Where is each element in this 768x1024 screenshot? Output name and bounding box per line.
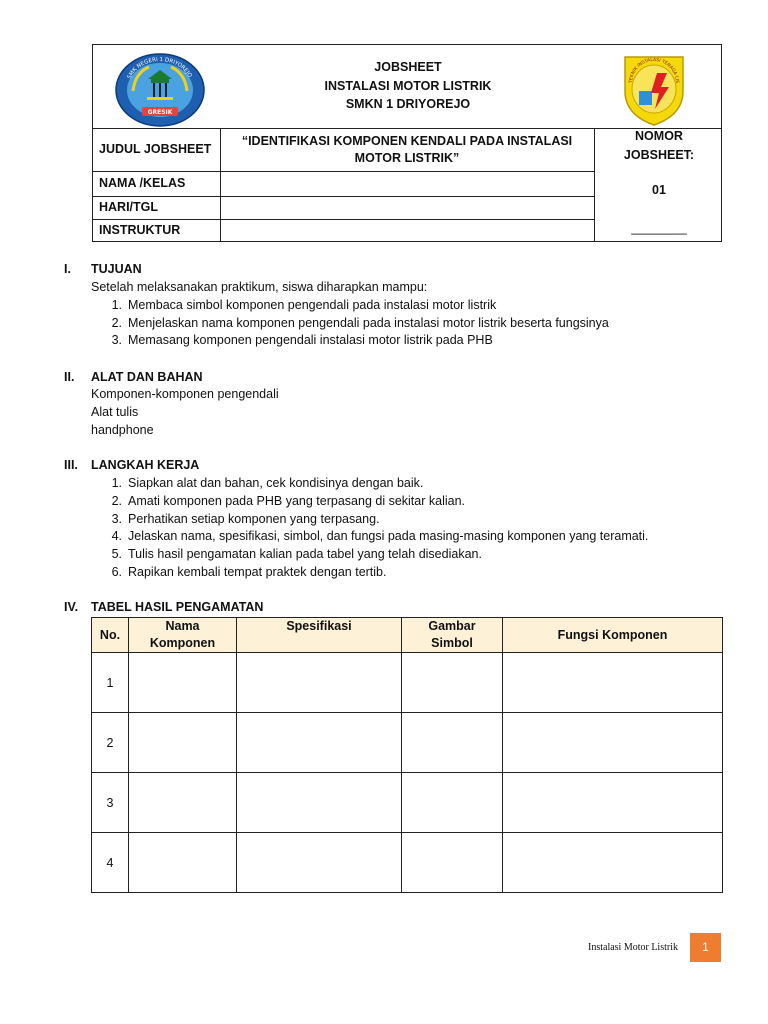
cell-fungsi[interactable] [503,833,723,893]
header-spesifikasi: Spesifikasi [237,618,402,653]
header-gambar-simbol [402,618,503,653]
nama-kelas-label: NAMA /KELAS [99,176,186,190]
list-number: 2. [111,494,122,508]
judul-label: JUDUL JOBSHEET [99,142,212,156]
cell-spesifikasi[interactable] [237,713,402,773]
instruktur-label: INSTRUKTUR [99,223,181,237]
list-number: 5. [111,547,122,561]
cell-fungsi[interactable] [503,653,723,713]
svg-text:GRESIK: GRESIK [147,109,173,116]
title-jobsheet: JOBSHEET [374,60,442,74]
table-header-row [92,618,723,653]
cell-nama[interactable] [129,653,237,713]
cell-spesifikasi[interactable] [237,833,402,893]
list-item: Komponen-komponen pengendali [91,387,279,401]
nomor-blank: ________ [631,221,687,235]
section-heading-langkah: LANGKAH KERJA [91,458,200,472]
title-school: SMKN 1 DRIYOREJO [345,97,471,111]
hari-tgl-label: HARI/TGL [99,200,159,214]
section-number: III. [64,458,78,472]
list-number: 6. [111,565,122,579]
cell-nama[interactable] [129,713,237,773]
cell-fungsi[interactable] [503,773,723,833]
nomor-label: NOMOR [635,129,683,143]
header-fungsi: Fungsi Komponen [503,618,723,653]
table-row [92,833,723,893]
list-item: Tulis hasil pengamatan kalian pada tabel yang telah disediakan. [128,547,482,561]
instruktur-field[interactable] [221,220,594,241]
header-gambar-line2: Simbol [431,636,473,650]
section-heading-tujuan: TUJUAN [91,262,142,276]
cell-nama[interactable] [129,773,237,833]
cell-gambar[interactable] [402,833,503,893]
tujuan-intro: Setelah melaksanakan praktikum, siswa diharapkan mampu: [91,280,428,294]
list-number: 3. [111,333,122,347]
list-number: 2. [111,316,122,330]
cell-spesifikasi[interactable] [237,773,402,833]
school-logo [115,53,205,127]
list-item: Siapkan alat dan bahan, cek kondisinya dengan baik. [128,476,424,490]
header-nama-line1: Nama [165,619,200,633]
cell-spesifikasi[interactable] [237,653,402,713]
section-heading-alat: ALAT DAN BAHAN [91,370,203,384]
nomor-value: 01 [652,183,666,197]
list-item: Membaca simbol komponen pengendali pada instalasi motor listrik [128,298,497,312]
table-row [92,653,723,713]
footer-title: Instalasi Motor Listrik [588,942,678,953]
section-number: II. [64,370,75,384]
row-number: 4 [92,833,129,893]
header-nama-line2: Komponen [149,636,216,650]
cell-nama[interactable] [129,833,237,893]
row-number: 1 [92,653,129,713]
observation-table [91,617,723,893]
list-item: Rapikan kembali tempat praktek dengan tertib. [128,565,387,579]
svg-text:TEKNIK INSTALASI TENAGA LISTRI: TEKNIK INSTALASI TENAGA LIS [628,57,680,84]
section-heading-tabel: TABEL HASIL PENGAMATAN [91,600,264,614]
department-logo [621,51,687,127]
list-item: Alat tulis [91,405,139,419]
list-item: Jelaskan nama, spesifikasi, simbol, dan fungsi pada masing-masing komponen yang teramati. [128,529,649,543]
table-row [92,713,723,773]
cell-gambar[interactable] [402,653,503,713]
list-item: Memasang komponen pengendali instalasi motor listrik pada PHB [128,333,493,347]
cell-fungsi[interactable] [503,713,723,773]
jobsheet-header-box [92,44,722,242]
row-number: 3 [92,773,129,833]
table-row [92,773,723,833]
header-nama-komponen [129,618,237,653]
header-gambar-line1: Gambar [428,619,476,633]
list-item: handphone [91,423,154,437]
section-number: IV. [64,600,79,614]
title-course: INSTALASI MOTOR LISTRIK [324,79,492,93]
cell-gambar[interactable] [402,713,503,773]
jobsheet-label: JOBSHEET: [623,148,695,162]
list-number: 3. [111,512,122,526]
nama-kelas-field[interactable] [221,172,594,196]
list-number: 1. [111,476,122,490]
header-no: No. [92,618,129,653]
list-number: 4. [111,529,122,543]
judul-value: “IDENTIFIKASI KOMPONEN KENDALI PADA INSTALASI MOTOR LISTRIK” [241,134,573,165]
list-item: Menjelaskan nama komponen pengendali pada instalasi motor listrik beserta fungsinya [128,316,609,330]
page-number-badge: 1 [690,933,721,962]
hari-tgl-field[interactable] [221,197,594,219]
list-item: Perhatikan setiap komponen yang terpasang. [128,512,380,526]
list-item: Amati komponen pada PHB yang terpasang di sekitar kalian. [128,494,465,508]
section-number: I. [64,262,71,276]
row-number: 2 [92,713,129,773]
list-number: 1. [111,298,122,312]
svg-text:SMK NEGERI 1 DRIYOREJO: SMK NEGERI 1 DRIYOREJO [126,56,193,80]
cell-gambar[interactable] [402,773,503,833]
